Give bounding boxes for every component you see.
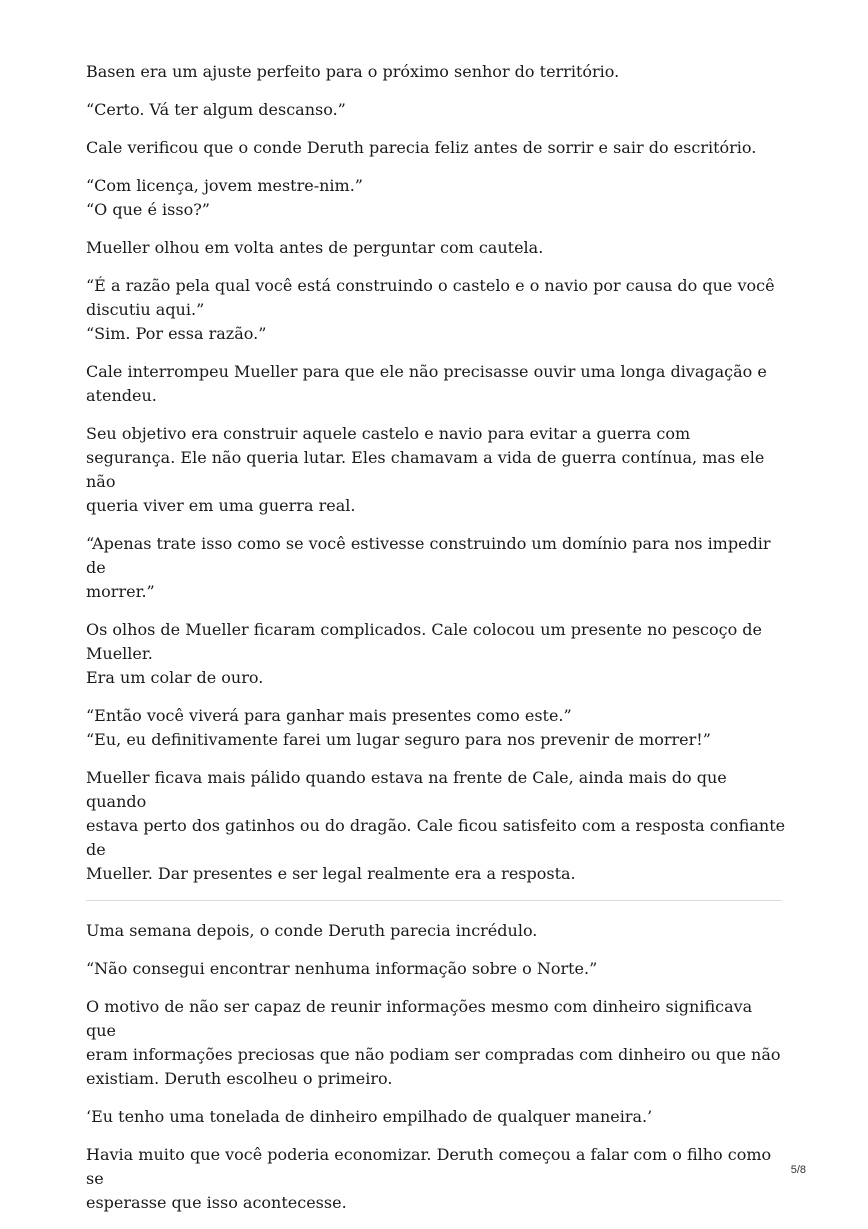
text-line: estava perto dos gatinhos ou do dragão. Cale ficou satisfeito com a resposta confiante de <box>86 816 786 859</box>
text-line: discutiu aqui.” <box>86 300 205 319</box>
text-line: Era um colar de ouro. <box>86 668 264 687</box>
text-line: esperasse que isso acontecesse. <box>86 1193 347 1212</box>
paragraph <box>86 618 786 690</box>
paragraph <box>86 360 786 408</box>
paragraph <box>86 422 786 518</box>
text-line: O motivo de não ser capaz de reunir informações mesmo com dinheiro significava que <box>86 997 753 1040</box>
text-line: Uma semana depois, o conde Deruth parecia incrédulo. <box>86 921 538 940</box>
section-two <box>86 919 786 1215</box>
paragraph <box>86 532 786 604</box>
text-line: Mueller. Dar presentes e ser legal realmente era a resposta. <box>86 864 576 883</box>
text-line: “Apenas trate isso como se você estivesse construindo um domínio para nos impedir de <box>86 534 771 577</box>
paragraph <box>86 766 786 886</box>
text-line: Basen era um ajuste perfeito para o próximo senhor do território. <box>86 62 620 81</box>
text-line: Cale verificou que o conde Deruth parecia feliz antes de sorrir e sair do escritório. <box>86 138 757 157</box>
text-line: Cale interrompeu Mueller para que ele não precisasse ouvir uma longa divagação e <box>86 362 767 381</box>
text-line: Mueller. <box>86 644 153 663</box>
text-line: segurança. Ele não queria lutar. Eles chamavam a vida de guerra contínua, mas ele não <box>86 448 765 491</box>
text-line: ‘Eu tenho uma tonelada de dinheiro empilhado de qualquer maneira.’ <box>86 1107 653 1126</box>
text-line: “Eu, eu definitivamente farei um lugar seguro para nos prevenir de morrer!” <box>86 730 711 749</box>
paragraph <box>86 136 786 160</box>
text-line: Os olhos de Mueller ficaram complicados. Cale colocou um presente no pescoço de <box>86 620 763 639</box>
text-line: “Então você viverá para ganhar mais presentes como este.” <box>86 706 572 725</box>
paragraph <box>86 704 786 752</box>
paragraph <box>86 995 786 1091</box>
paragraph <box>86 98 786 122</box>
paragraph <box>86 957 786 981</box>
section-one <box>86 60 786 886</box>
paragraph <box>86 60 786 84</box>
text-line: eram informações preciosas que não podiam ser compradas com dinheiro ou que não <box>86 1045 781 1064</box>
text-line: queria viver em uma guerra real. <box>86 496 356 515</box>
section-divider <box>86 900 782 901</box>
paragraph <box>86 1143 786 1215</box>
text-line: “Certo. Vá ter algum descanso.” <box>86 100 346 119</box>
text-line: Mueller olhou em volta antes de perguntar com cautela. <box>86 238 544 257</box>
text-line: “O que é isso?” <box>86 200 210 219</box>
paragraph <box>86 919 786 943</box>
text-line: “Não consegui encontrar nenhuma informação sobre o Norte.” <box>86 959 598 978</box>
text-line: atendeu. <box>86 386 157 405</box>
page-number: 5/8 <box>790 1164 806 1176</box>
paragraph <box>86 174 786 222</box>
text-line: Seu objetivo era construir aquele castelo e navio para evitar a guerra com <box>86 424 691 443</box>
text-line: “Com licença, jovem mestre-nim.” <box>86 176 363 195</box>
text-line: “Sim. Por essa razão.” <box>86 324 267 343</box>
text-line: Havia muito que você poderia economizar. Deruth começou a falar com o filho como se <box>86 1145 772 1188</box>
document-body <box>86 60 786 1229</box>
paragraph <box>86 1105 786 1129</box>
text-line: “É a razão pela qual você está construindo o castelo e o navio por causa do que você <box>86 276 775 295</box>
text-line: existiam. Deruth escolheu o primeiro. <box>86 1069 393 1088</box>
text-line: Mueller ficava mais pálido quando estava na frente de Cale, ainda mais do que quando <box>86 768 727 811</box>
text-line: morrer.” <box>86 582 155 601</box>
paragraph <box>86 236 786 260</box>
paragraph <box>86 274 786 346</box>
